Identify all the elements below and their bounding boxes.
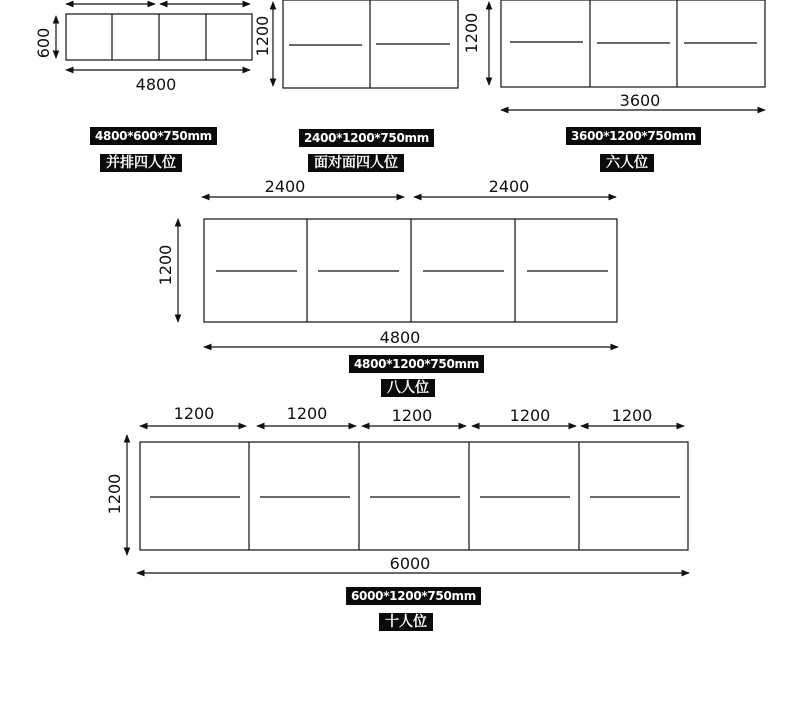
layout-name-tag: 面对面四人位 <box>308 154 404 172</box>
top-dim-label: 1200 <box>611 406 653 425</box>
height-label: 1200 <box>105 473 124 515</box>
height-label: 1200 <box>462 12 481 54</box>
height-label: 600 <box>34 27 53 59</box>
layout-ten <box>105 404 689 573</box>
layout-four-side <box>34 4 252 94</box>
layout-six <box>462 0 765 110</box>
spec-tag: 4800*1200*750mm <box>349 355 484 373</box>
layout-eight <box>156 177 618 347</box>
width-label: 6000 <box>389 554 431 573</box>
spec-tag: 2400*1200*750mm <box>299 129 434 147</box>
top-dim-label: 1200 <box>286 404 328 423</box>
top-dim-label: 1200 <box>391 406 433 425</box>
width-label: 3600 <box>619 91 661 110</box>
spec-tag: 3600*1200*750mm <box>566 127 701 145</box>
layout-four-face <box>253 0 458 88</box>
layout-name-tag: 八人位 <box>381 379 435 397</box>
spec-tag: 6000*1200*750mm <box>346 587 481 605</box>
top-dim-label: 2400 <box>264 177 306 196</box>
top-dim-label: 1200 <box>509 406 551 425</box>
layout-name-tag: 六人位 <box>600 154 654 172</box>
layout-name-tag: 十人位 <box>379 613 433 631</box>
height-label: 1200 <box>156 244 175 286</box>
width-label: 4800 <box>379 328 421 347</box>
top-dim-label: 1200 <box>173 404 215 423</box>
width-label: 4800 <box>135 75 177 94</box>
spec-tag: 4800*600*750mm <box>90 127 217 145</box>
height-label: 1200 <box>253 15 272 57</box>
desk-outline <box>140 442 688 550</box>
layout-name-tag: 并排四人位 <box>100 154 182 172</box>
top-dim-label: 2400 <box>488 177 530 196</box>
